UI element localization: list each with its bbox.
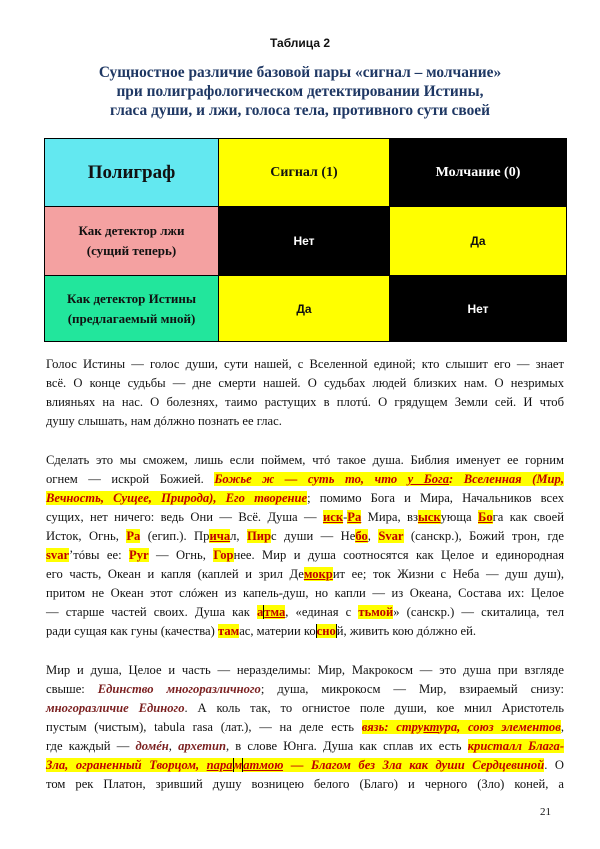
- text-run: » (санскр.) — скиталица, тел: [393, 605, 564, 619]
- lie-detector-row-label: [45, 207, 219, 276]
- highlighted-phrase: атмою: [243, 758, 284, 772]
- highlighted-phrase: ура, союз элементов: [439, 720, 561, 734]
- row-label-line: Как детектор Истины: [66, 290, 197, 306]
- text-run: с души — Не: [271, 529, 356, 543]
- highlighted-root: тьмой: [358, 605, 394, 619]
- emphasis-phrase: Единство многоразличного: [97, 682, 261, 696]
- highlighted-root: там: [217, 624, 240, 638]
- highlighted-phrase: Божье ж — суть то, что: [214, 472, 408, 486]
- highlighted-root: Бо: [478, 510, 493, 524]
- text-line: [46, 565, 564, 584]
- highlighted-root: Svar: [378, 529, 404, 543]
- highlighted-root: тма: [264, 605, 286, 619]
- truth-signal-cell: Да: [219, 276, 390, 342]
- text-line: [46, 718, 564, 737]
- highlighted-phrase: кт: [423, 720, 440, 734]
- row-label-line: (предлагаемый мной): [67, 310, 196, 326]
- paragraph-1: [46, 355, 564, 431]
- text-run: где каждый —: [46, 739, 136, 753]
- text-run: ас, материи ко: [239, 624, 316, 638]
- highlighted-root: Ра: [347, 510, 362, 524]
- emphasis-phrase: домéн: [135, 739, 169, 753]
- text-run: ,: [560, 720, 565, 734]
- text-line: душу слышать, нам дóлжно познать ее глас.: [46, 414, 282, 428]
- text-line: [46, 527, 564, 546]
- highlighted-root: ича: [209, 529, 231, 543]
- text-run: ; душа, микрокосм — Мир, взираемый снизу:: [260, 682, 564, 696]
- polygraph-table: [44, 138, 567, 342]
- text-line: [46, 737, 564, 756]
- highlighted-phrase: — Благом без Зла как души Сердцевиной: [283, 758, 545, 772]
- highlighted-root: ыск: [417, 510, 441, 524]
- text-line: [46, 699, 564, 718]
- text-run: пустым (чистым), tabula rasa (лат.), — на деле есть: [46, 720, 362, 734]
- text-run: — Огнь,: [148, 548, 214, 562]
- highlighted-phrase: вязь: стру: [361, 720, 424, 734]
- text-run: том рек Платон, зривший душу возницею белого (Благо) и черного (Зло) коней, а: [46, 777, 564, 791]
- highlighted-phrase: кристалл Блага-: [467, 739, 565, 753]
- text-run: , в слове Юнга. Душа как сплав их есть: [225, 739, 468, 753]
- highlighted-phrase: пара: [206, 758, 233, 772]
- text-line: [46, 661, 564, 680]
- highlighted-root: Ра: [126, 529, 141, 543]
- text-line: [46, 775, 564, 794]
- text-run: -: [343, 510, 348, 524]
- highlighted-root: мокр: [303, 567, 333, 581]
- table-label: Таблица 2: [269, 36, 331, 50]
- text-line: [46, 584, 564, 603]
- text-run: (егип.). Пр: [140, 529, 210, 543]
- text-run: огнем — искрой Божией.: [46, 472, 215, 486]
- text-run: ради сущая как гуны (качества): [46, 624, 218, 638]
- highlighted-root: Pyr: [129, 548, 149, 562]
- highlighted-root: svar: [46, 548, 70, 562]
- highlighted-root: Гор: [213, 548, 234, 562]
- highlighted-root: Пир: [246, 529, 272, 543]
- text-line: [46, 451, 564, 470]
- text-run: ’тóвы ее:: [69, 548, 130, 562]
- text-run: сущих, нет ничего: ведь Они — Всё. Душа —: [46, 510, 323, 524]
- text-line: влияньях на нас. О болезнях, таимо растущих в плотú. О грядущем Земли сей. И чтоб: [46, 395, 564, 409]
- silence-header: Молчание (0): [390, 139, 567, 207]
- page-number: 21: [540, 806, 551, 818]
- text-run: (санскр.), Божий трон, где: [403, 529, 565, 543]
- text-line: [46, 603, 564, 622]
- text-run: , «единая с: [285, 605, 359, 619]
- highlighted-root: иск: [322, 510, 344, 524]
- text-run: Мира, вз: [361, 510, 418, 524]
- highlighted-phrase: у Бога: [407, 472, 449, 486]
- text-run: . А коль так, то огнистое поле души, кое мнил Аристотель: [184, 701, 564, 715]
- highlighted-phrase: Зла, ограненный Творцом,: [46, 758, 207, 772]
- text-line: Голос Истины — голос души, сути нашей, с Вселенной единой; кто слышит его — знает: [46, 357, 564, 371]
- truth-detector-row-label: [45, 276, 219, 342]
- text-run: его часть, Океан и капля (каплей и зрил Де: [46, 567, 304, 581]
- text-line: всё. О конце судьбы — дне смерти нашей. О судьбах людей близких нам. О незримых: [46, 376, 564, 390]
- text-run: ит ее; ток Жизни с Неба — душ душ),: [332, 567, 564, 581]
- text-line: [46, 470, 564, 489]
- text-line: [46, 622, 564, 641]
- text-run: ; помимо Бога и Мира, Начальников всех: [307, 491, 564, 505]
- highlighted-root: а: [256, 605, 264, 619]
- table-corner-cell: Полиграф: [45, 139, 219, 207]
- text-line: [46, 756, 564, 775]
- highlighted-phrase: : Вселенная (Мир,: [449, 472, 564, 486]
- text-run: Сделать это мы сможем, лишь если поймем, чтó такое душа. Библия именует ее горним: [46, 453, 564, 467]
- text-run: нее. Мир и душа соотносятся как Целое и единородная: [233, 548, 564, 562]
- heading-line: Сущностное различие базовой пары «сигнал – молчание»: [98, 64, 502, 81]
- emphasis-phrase: архетип: [178, 739, 226, 753]
- signal-header: Сигнал (1): [219, 139, 390, 207]
- text-run: га как своей: [492, 510, 564, 524]
- text-line: [46, 508, 564, 527]
- truth-silence-cell: Нет: [390, 276, 567, 342]
- emphasis-phrase: многоразличие Единого: [46, 701, 185, 715]
- highlighted-phrase: Вечность, Сущее, Природа), Его творение: [46, 491, 308, 505]
- paragraph-3: [46, 661, 564, 794]
- text-run: . О: [544, 758, 564, 772]
- row-label-line: (сущий теперь): [86, 243, 177, 258]
- text-line: [46, 546, 564, 565]
- text-run: л,: [230, 529, 247, 543]
- highlighted-root: бо: [355, 529, 368, 543]
- text-line: [46, 680, 564, 699]
- highlighted-phrase: м: [233, 758, 243, 772]
- text-run: ,: [168, 739, 179, 753]
- lie-signal-cell: Нет: [219, 207, 390, 276]
- text-run: свыше:: [46, 682, 98, 696]
- table-heading: [40, 63, 560, 120]
- text-line: [46, 489, 564, 508]
- text-run: ующа: [440, 510, 478, 524]
- text-run: — старше частей своих. Душа как: [46, 605, 257, 619]
- text-run: Мир и душа, Целое и часть — неразделимы: Мир, Макрокосм — это душа при взгляде: [46, 663, 564, 677]
- text-run: ,: [367, 529, 379, 543]
- paragraph-2: [46, 451, 564, 641]
- heading-line: гласа души, и лжи, голоса тела, противного сути своей: [109, 102, 490, 119]
- text-run: притом не Океан этот слóжен из капель-душ, но капли — из Океана, Состава их: Целое: [46, 586, 564, 600]
- lie-silence-cell: Да: [390, 207, 567, 276]
- highlighted-root: сно: [316, 624, 336, 638]
- text-run: Исток, Огнь,: [46, 529, 127, 543]
- text-run: й, живить кою дóлжно ей.: [336, 624, 477, 638]
- row-label-line: Как детектор лжи: [78, 223, 185, 238]
- heading-line: при полиграфологическом детектировании Истины,: [116, 83, 484, 100]
